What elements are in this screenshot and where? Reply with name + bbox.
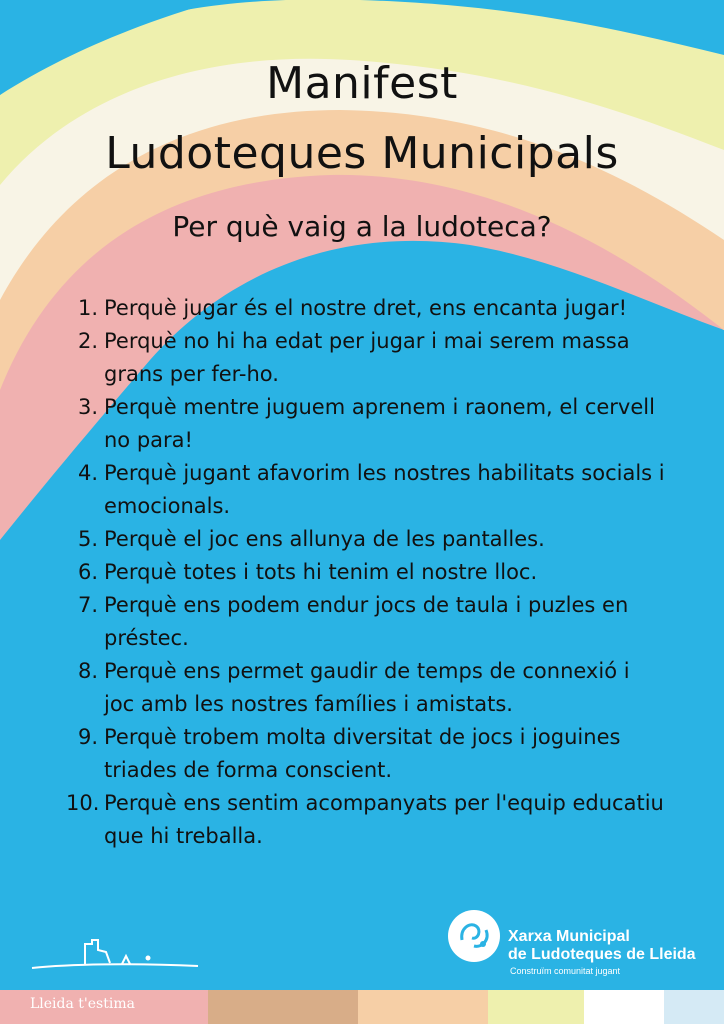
list-item-number: 4. — [77, 461, 98, 485]
list-item — [66, 292, 666, 325]
list-item-number: 2. — [77, 329, 98, 353]
list-item-text: Perquè ens permet gaudir de temps de connexió i joc amb les nostres famílies i amistats. — [104, 659, 630, 716]
xarxa-ludoteques-logo — [448, 910, 718, 980]
page-title-line2: Ludoteques Municipals — [105, 128, 619, 179]
list-item — [66, 391, 666, 457]
page-title-line1: Manifest — [266, 58, 458, 109]
list-item — [66, 523, 666, 556]
logo-line2: de Ludoteques de Lleida — [508, 946, 696, 963]
footer-segment — [208, 990, 358, 1024]
list-item — [66, 457, 666, 523]
list-item — [66, 589, 666, 655]
list-item — [66, 787, 666, 853]
footer-segment — [488, 990, 584, 1024]
list-item — [66, 721, 666, 787]
lleida-testima-text: Lleida t'estima — [30, 996, 135, 1012]
list-item-number: 10. — [66, 791, 100, 815]
lleida-skyline-logo — [30, 930, 200, 975]
list-item-number: 5. — [77, 527, 98, 551]
list-item-text: Perquè trobem molta diversitat de jocs i joguines triades de forma conscient. — [104, 725, 621, 782]
list-item-number: 7. — [77, 593, 98, 617]
list-item-number: 9. — [77, 725, 98, 749]
footer-segment — [584, 990, 664, 1024]
logo-line1: Xarxa Municipal — [508, 928, 630, 945]
list-item-text: Perquè totes i tots hi tenim el nostre lloc. — [104, 560, 538, 584]
manifest-list — [66, 292, 666, 853]
list-item-number: 8. — [77, 659, 98, 683]
list-item-text: Perquè no hi ha edat per jugar i mai serem massa grans per fer-ho. — [104, 329, 630, 386]
ludoteques-icon — [448, 910, 500, 962]
list-item-text: Perquè jugant afavorim les nostres habilitats socials i emocionals. — [104, 461, 665, 518]
list-item-number: 1. — [77, 296, 98, 320]
list-item-number: 6. — [77, 560, 98, 584]
list-item — [66, 556, 666, 589]
footer-segment — [664, 990, 724, 1024]
list-item-text: Perquè el joc ens allunya de les pantalles. — [104, 527, 545, 551]
list-item-text: Perquè mentre juguem aprenem i raonem, el cervell no para! — [104, 395, 655, 452]
page-subtitle: Per què vaig a la ludoteca? — [172, 210, 552, 243]
list-item-number: 3. — [77, 395, 98, 419]
list-item — [66, 325, 666, 391]
footer-segment — [358, 990, 488, 1024]
logo-tagline: Construïm comunitat jugant — [510, 966, 621, 976]
list-item — [66, 655, 666, 721]
list-item-text: Perquè jugar és el nostre dret, ens encanta jugar! — [104, 296, 628, 320]
list-item-text: Perquè ens podem endur jocs de taula i puzles en préstec. — [104, 593, 629, 650]
list-item-text: Perquè ens sentim acompanyats per l'equip educatiu que hi treballa. — [104, 791, 664, 848]
